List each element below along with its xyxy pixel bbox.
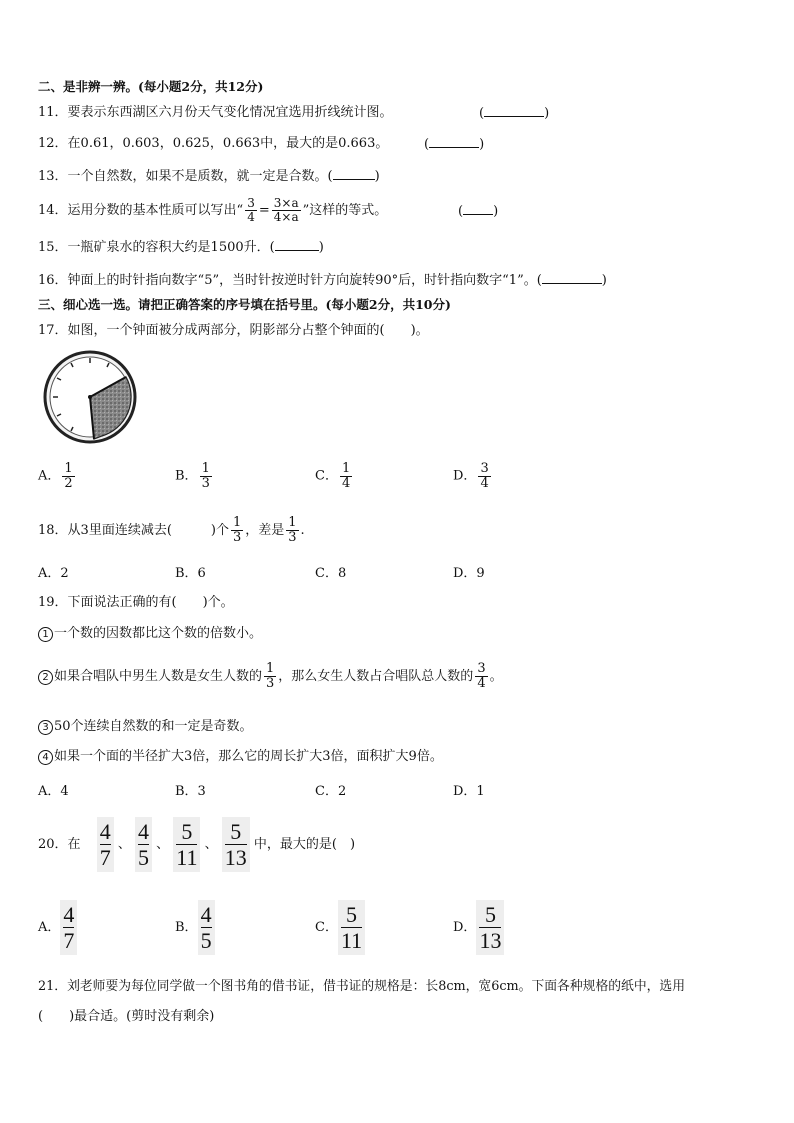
q18-option-c[interactable]: C．8 [315,566,347,581]
q19-option-b[interactable]: B．3 [175,784,206,799]
q20-option-b[interactable]: B． $\frac{4}{5}$ [175,898,215,958]
question-11-answer-blank[interactable]: ( ) [479,106,550,121]
question-19: 19．下面说法正确的有( )个。 [38,595,234,610]
q18-option-b[interactable]: B．6 [175,566,206,581]
q19-option-c[interactable]: C．2 [315,784,347,799]
q19-option-d[interactable]: D．1 [453,784,485,799]
q20-option-d[interactable]: D． $\frac{5}{13}$ [453,898,504,958]
q18-option-a[interactable]: A．2 [38,566,69,581]
q19-option-a[interactable]: A．4 [38,784,69,799]
q17-option-c[interactable]: C． $\frac{1}{4}$ [315,461,351,491]
question-12-answer-blank[interactable]: ( ) [424,137,485,152]
q20-fraction-3: $\frac{5}{11}$ [173,817,200,873]
q17-option-d[interactable]: D． $\frac{3}{4}$ [453,461,489,491]
question-18: 18．从3里面连续减去( )个 $\frac{1}{3}$ ，差是 $\frac{1}{3}$ . [38,515,305,545]
question-20: 20．在 $\frac{4}{7}$ 、 $\frac{4}{5}$ 、 $\frac{5}{11}$ 、 $\frac{5}{13}$ 中，最大的是( ) [38,815,355,875]
q17-option-b[interactable]: B． $\frac{1}{3}$ [175,461,210,491]
q20-fraction-2: $\frac{4}{5}$ [135,817,152,873]
q19-statement-3: 3 50个连续自然数的和一定是奇数。 [38,718,253,736]
q19-statement-2: 2 如果合唱队中男生人数是女生人数的 $\frac{1}{3}$ ，那么女生人数占合唱队总人数的 $\frac{3}{4}$ 。 [38,660,503,694]
question-11: 11．要表示东西湖区六月份天气变化情况宜选用折线统计图。 [38,105,393,120]
question-14-answer-blank[interactable]: ( ) [458,204,499,219]
question-15-answer-blank[interactable] [275,238,319,251]
question-21-line-2: ( )最合适。(剪时没有剩余) [38,1009,215,1024]
q20-option-a[interactable]: A． $\frac{4}{7}$ [38,898,77,958]
q20-fraction-1: $\frac{4}{7}$ [97,817,114,873]
question-12: 12．在0.61，0.603，0.625，0.663中，最大的是0.663。 [38,136,389,151]
fraction-3a-4a: $\frac{3\times a}{4\times a}$ [273,196,299,224]
q19-statement-4: 4 如果一个面的半径扩大3倍，那么它的周长扩大3倍，面积扩大9倍。 [38,748,443,766]
section-2-heading: 二、是非辨一辨。(每小题2分，共12分) [38,79,264,94]
q17-option-a[interactable]: A． $\frac{1}{2}$ [38,461,73,491]
fraction-3-4: $\frac{3}{4}$ [247,196,255,224]
section-3-heading: 三、细心选一选。请把正确答案的序号填在括号里。(每小题2分，共10分) [38,297,451,312]
q20-fraction-4: $\frac{5}{13}$ [222,817,250,873]
question-13: 13．一个自然数，如果不是质数，就一定是合数。( ) [38,169,380,184]
clock-face-figure [42,350,142,445]
q19-statement-1: 1 一个数的因数都比这个数的倍数小。 [38,625,262,643]
question-13-answer-blank[interactable] [333,167,375,180]
q20-option-c[interactable]: C． $\frac{5}{11}$ [315,898,365,958]
question-16-answer-blank[interactable] [542,271,602,284]
question-15: 15．一瓶矿泉水的容积大约是1500升．( ) [38,240,324,255]
q18-option-d[interactable]: D．9 [453,566,485,581]
question-14: 14．运用分数的基本性质可以写出“ $\frac{3}{4}$ = $\frac{3\times a}{4\times a}$ ”这样的等式。 [38,196,388,224]
question-21-line-1: 21．刘老师要为每位同学做一个图书角的借书证，借书证的规格是：长8cm，宽6cm。下面各种规格的纸中，选用 [38,979,686,994]
question-17: 17．如图，一个钟面被分成两部分，阴影部分占整个钟面的( )。 [38,323,429,338]
question-16: 16．钟面上的时针指向数字“5”，当时针按逆时针方向旋转90°后，时针指向数字“1”。( ) [38,273,607,288]
